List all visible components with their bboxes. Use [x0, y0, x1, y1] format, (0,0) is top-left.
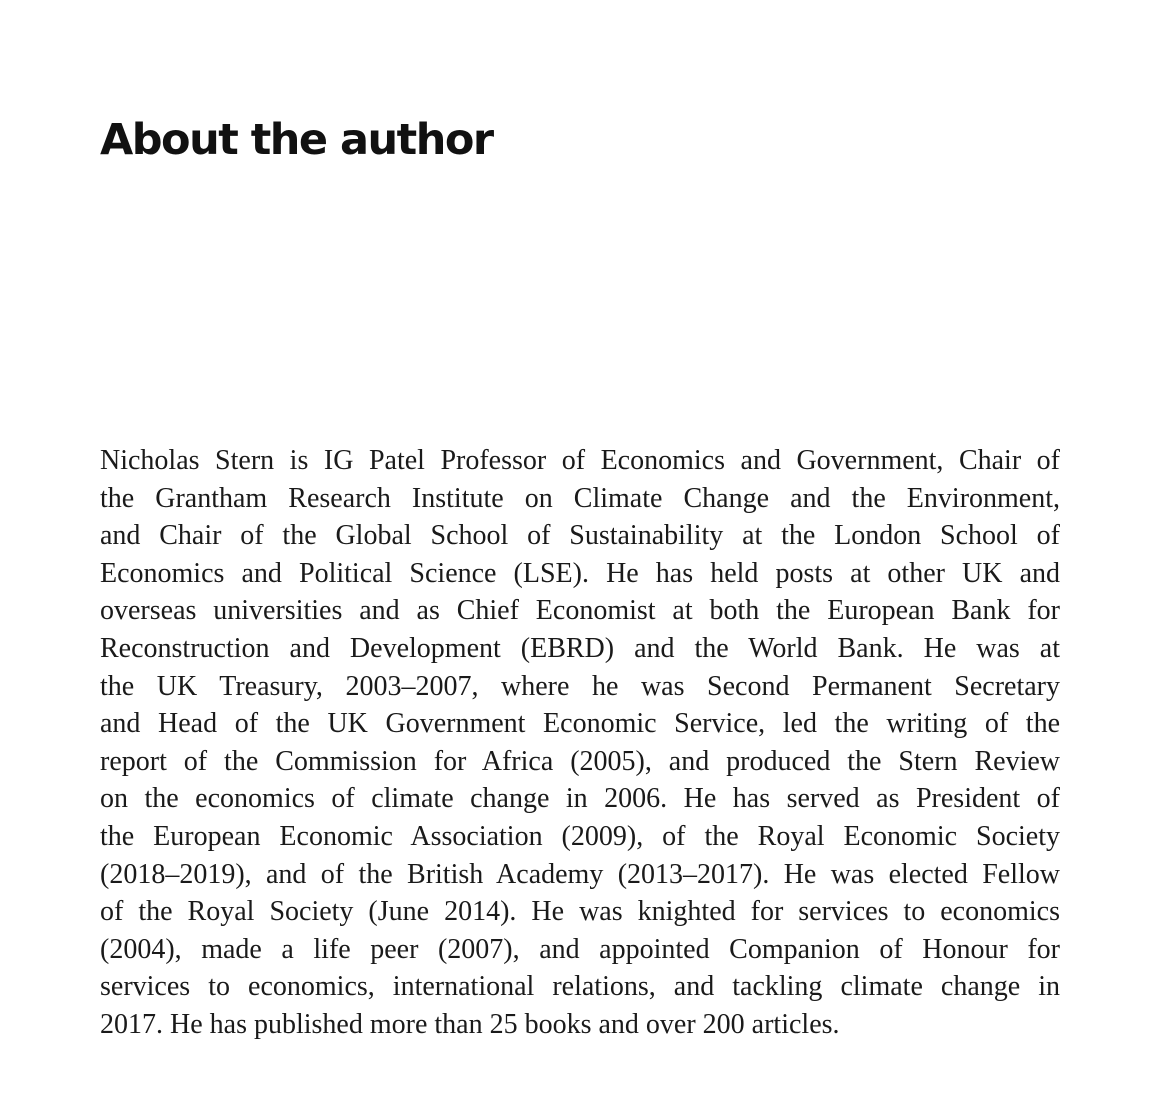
- bio-line: the UK Treasury, 2003–2007, where he was Second Permanent Secretary: [100, 670, 1060, 702]
- bio-line: report of the Commission for Africa (2005), and produced the Stern Review: [100, 745, 1060, 777]
- bio-line: (2004), made a life peer (2007), and appointed Companion of Honour for: [100, 933, 1060, 965]
- bio-line: 2017. He has published more than 25 books and over 200 articles.: [100, 1008, 840, 1040]
- bio-line: of the Royal Society (June 2014). He was knighted for services to economics: [100, 896, 1060, 928]
- author-bio-paragraph: [100, 442, 1060, 1044]
- bio-line: services to economics, international relations, and tackling climate change in: [100, 971, 1060, 1003]
- bio-line: the Grantham Research Institute on Climate Change and the Environment,: [100, 482, 1060, 514]
- bio-line: (2018–2019), and of the British Academy (2013–2017). He was elected Fellow: [100, 858, 1060, 890]
- bio-line: on the economics of climate change in 2006. He has served as President of: [100, 783, 1060, 815]
- section-heading: About the author: [100, 115, 493, 165]
- bio-line: overseas universities and as Chief Economist at both the European Bank for: [100, 595, 1060, 627]
- bio-line: Reconstruction and Development (EBRD) and the World Bank. He was at: [100, 632, 1060, 664]
- bio-line: Nicholas Stern is IG Patel Professor of Economics and Government, Chair of: [100, 445, 1060, 476]
- bio-line: Economics and Political Science (LSE). He has held posts at other UK and: [100, 557, 1060, 589]
- bio-line: the European Economic Association (2009), of the Royal Economic Society: [100, 820, 1060, 852]
- bio-line: and Head of the UK Government Economic Service, led the writing of the: [100, 708, 1060, 740]
- bio-line: and Chair of the Global School of Sustainability at the London School of: [100, 520, 1060, 552]
